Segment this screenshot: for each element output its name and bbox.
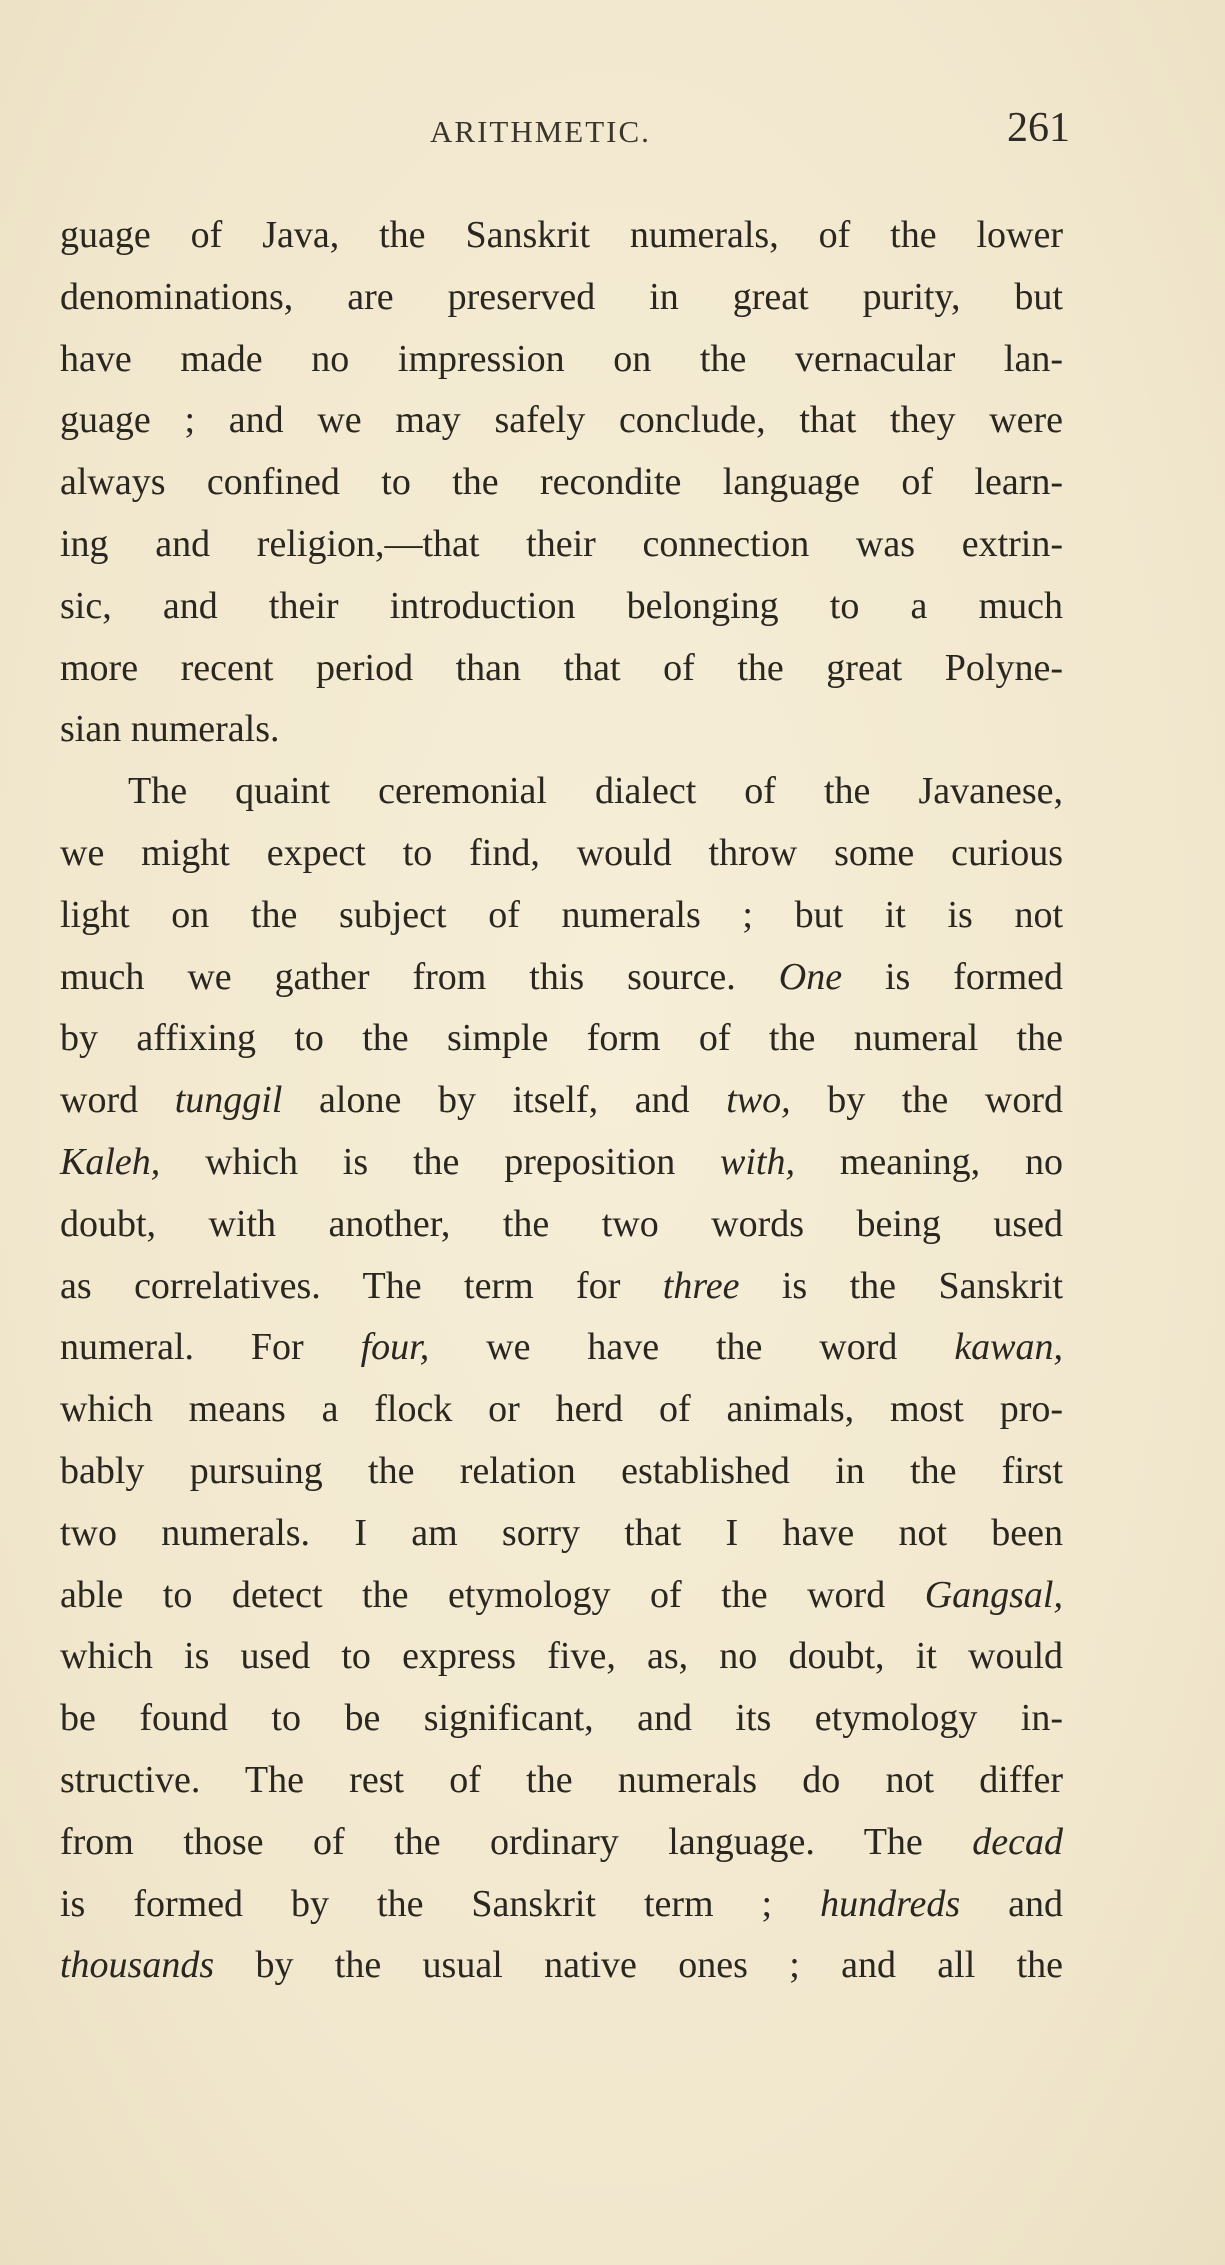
- italic-term: with,: [720, 1140, 795, 1183]
- text-line: sian numerals.: [60, 708, 280, 751]
- text-line: denominations, are preserved in great purity, but: [60, 275, 1063, 318]
- text-line: [60, 1256, 1063, 1318]
- text-line: light on the subject of numerals ; but it is not: [60, 893, 1063, 936]
- text-line: [60, 1070, 1063, 1132]
- italic-term: two,: [726, 1079, 791, 1122]
- text-line: [60, 1935, 1063, 1997]
- text-line: we might expect to find, would throw some curious: [60, 831, 1063, 874]
- text-line: structive. The rest of the numerals do not differ: [60, 1758, 1063, 1801]
- text-run: word: [60, 1079, 139, 1122]
- text-line: have made no impression on the vernacular lan-: [60, 337, 1063, 380]
- text-line: bably pursuing the relation established in the first: [60, 1449, 1063, 1492]
- text-line: two numerals. I am sorry that I have not been: [60, 1511, 1063, 1554]
- italic-term: Gangsal,: [924, 1573, 1063, 1616]
- text-line: [60, 1317, 1063, 1379]
- italic-term: Kaleh,: [60, 1140, 161, 1183]
- text-line: The quaint ceremonial dialect of the Javanese,: [128, 770, 1063, 813]
- text-line: [60, 1132, 1063, 1194]
- text-run: able to detect the etymology of the word: [60, 1573, 886, 1616]
- italic-term: hundreds: [820, 1882, 961, 1925]
- text-run: by the usual native ones ; and all the: [255, 1944, 1064, 1987]
- text-run: by the word: [827, 1079, 1063, 1122]
- text-run: from those of the ordinary language. The: [60, 1820, 923, 1863]
- italic-term: four,: [360, 1326, 430, 1369]
- text-line: ing and religion,—that their connection was extrin-: [60, 522, 1063, 565]
- page-header: [60, 105, 1070, 168]
- text-run: is the Sanskrit: [781, 1264, 1064, 1307]
- page-number: 261: [1007, 105, 1070, 151]
- italic-term: thousands: [60, 1944, 215, 1987]
- text-line: guage of Java, the Sanskrit numerals, of the lower: [60, 214, 1063, 256]
- text-line: always confined to the recondite language of learn-: [60, 461, 1063, 504]
- text-line: doubt, with another, the two words being used: [60, 1202, 1063, 1245]
- text-run: is formed: [885, 955, 1064, 998]
- italic-term: three: [662, 1264, 740, 1307]
- text-run: alone by itself, and: [319, 1079, 690, 1122]
- text-line: [60, 1565, 1063, 1627]
- text-line: guage ; and we may safely conclude, that they were: [60, 399, 1063, 442]
- text-line: by affixing to the simple form of the numeral the: [60, 1017, 1063, 1060]
- italic-term: One: [778, 955, 843, 998]
- text-run: and: [1008, 1882, 1064, 1925]
- text-line: [60, 1874, 1063, 1936]
- text-line: sic, and their introduction belonging to a much: [60, 584, 1063, 627]
- text-run: we have the word: [486, 1326, 898, 1369]
- running-title: ARITHMETIC.: [430, 114, 651, 149]
- text-line: more recent period than that of the great Polyne-: [60, 646, 1063, 689]
- italic-term: decad: [972, 1820, 1064, 1863]
- italic-term: tunggil: [174, 1079, 283, 1122]
- text-run: numeral. For: [60, 1326, 304, 1369]
- text-line: be found to be significant, and its etymology in-: [60, 1697, 1063, 1740]
- text-run: meaning, no: [839, 1140, 1063, 1183]
- text-line: which means a flock or herd of animals, most pro-: [60, 1388, 1063, 1431]
- text-run: as correlatives. The term for: [60, 1264, 621, 1307]
- body-text: [60, 205, 1063, 1997]
- text-run: is formed by the Sanskrit term ;: [60, 1882, 773, 1925]
- text-line: [60, 1812, 1063, 1874]
- text-run: which is the preposition: [205, 1140, 676, 1183]
- italic-term: kawan,: [954, 1326, 1064, 1369]
- text-line: which is used to express five, as, no doubt, it would: [60, 1635, 1063, 1678]
- text-run: much we gather from this source.: [60, 955, 736, 998]
- text-line: [60, 947, 1063, 1009]
